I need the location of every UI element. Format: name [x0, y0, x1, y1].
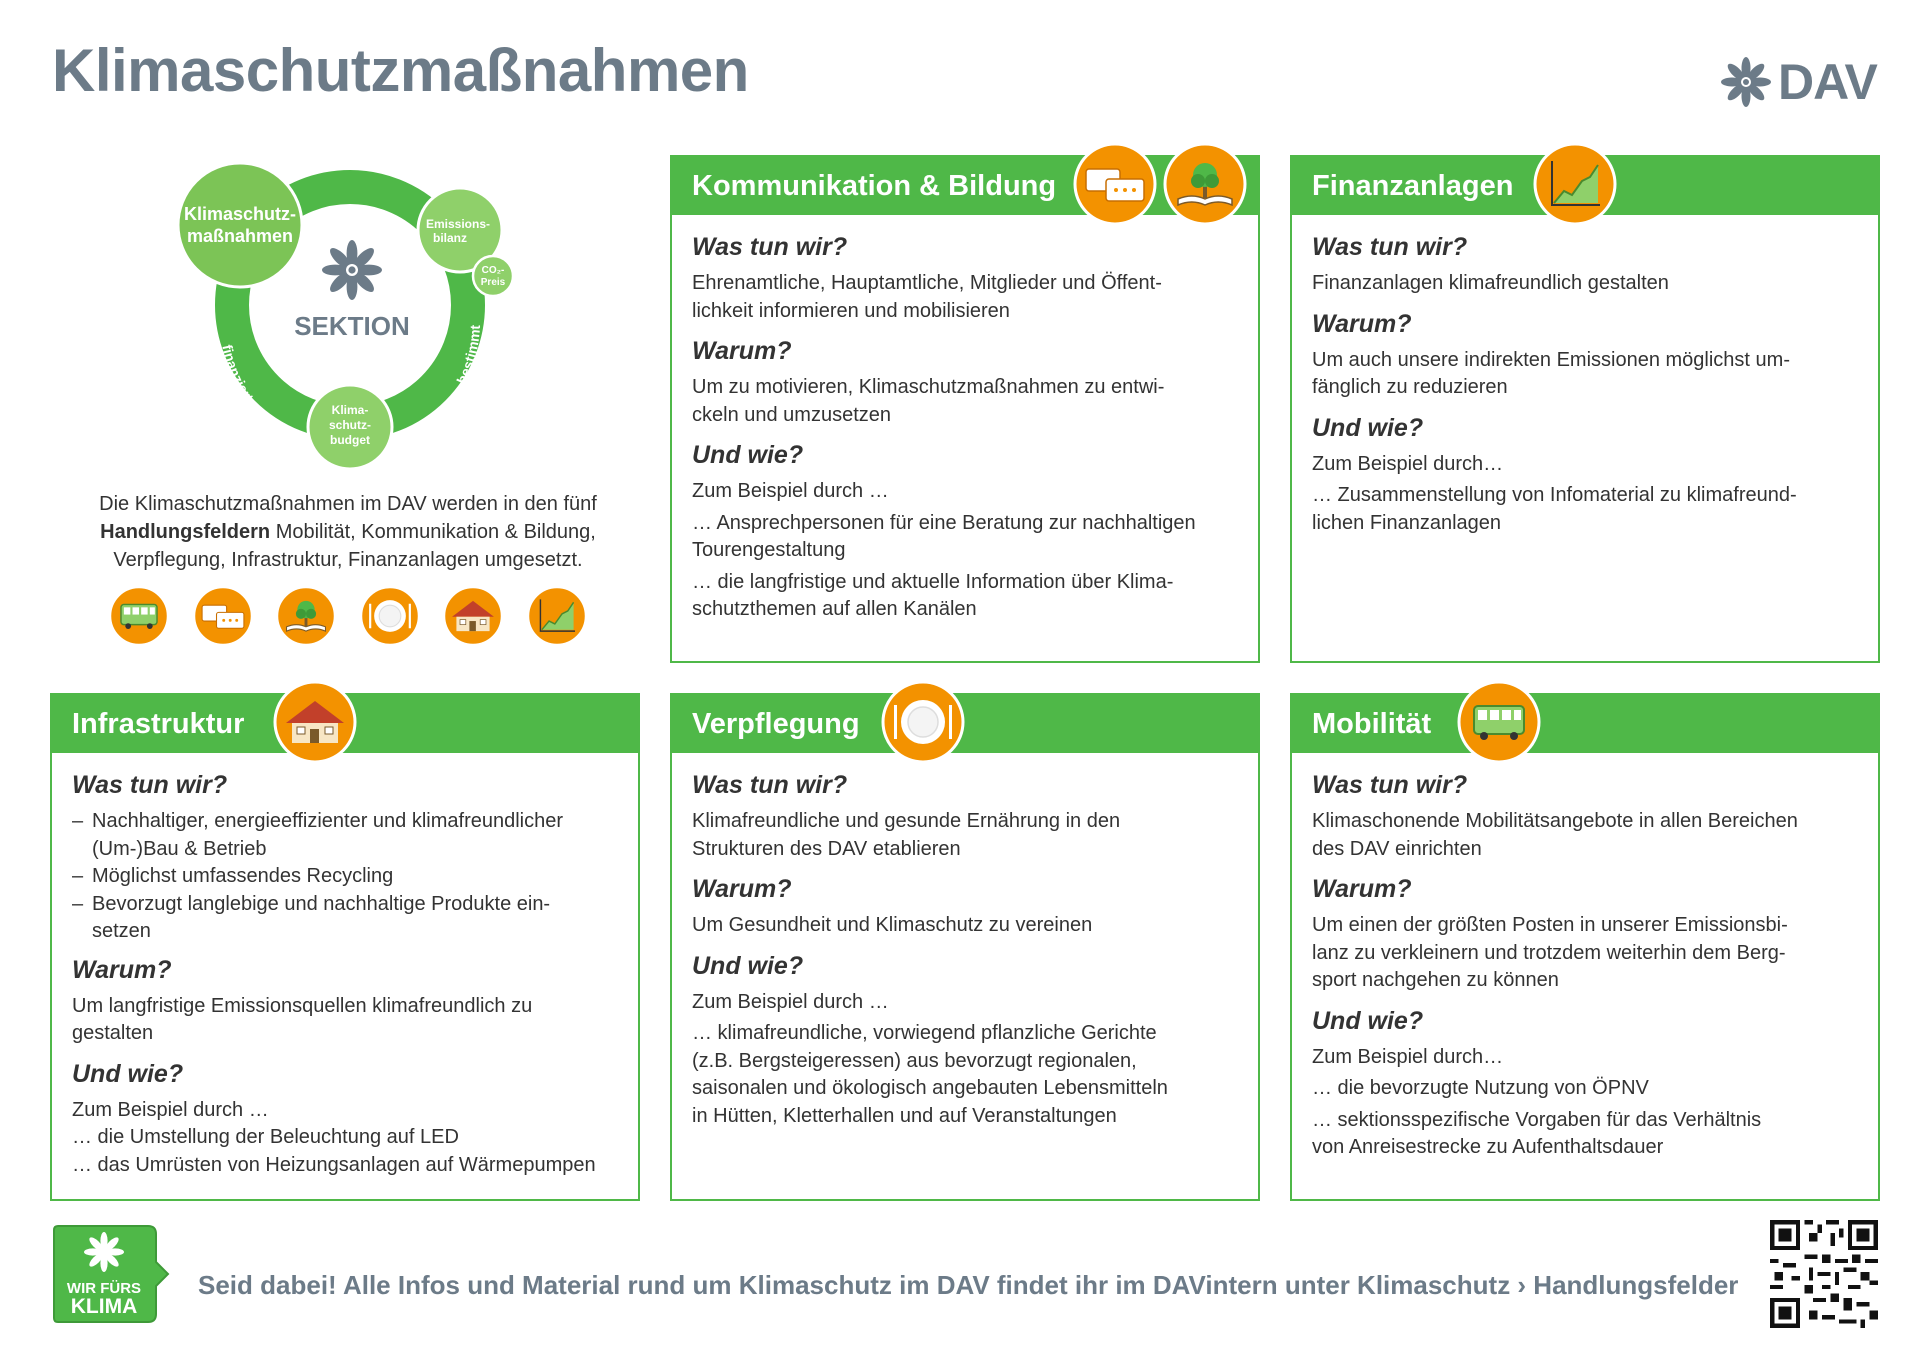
measure-list: [72, 808, 618, 946]
node-budget-line3: budget: [330, 433, 370, 447]
card-title: Kommunikation & Bildung: [692, 170, 1057, 202]
list-item-line: – Nachhaltiger, energieeffizienter und klimafreundlicher: [92, 810, 564, 832]
answer-line: lichen Finanzanlagen: [1312, 511, 1502, 534]
answer-line: schutzthemen auf allen Kanälen: [692, 598, 977, 620]
answer-line: Ehrenamtliche, Hauptamtliche, Mitglieder und Öffent-: [692, 272, 1162, 294]
edelweiss-icon: [84, 1232, 124, 1272]
chat-icon: [1072, 141, 1158, 227]
answer-line: … das Umrüsten von Heizungsanlagen auf Wärmepumpen: [72, 1153, 596, 1176]
plate-icon: [880, 679, 966, 765]
answer-line: Um langfristige Emissionsquellen klimafreundlich zu: [72, 994, 533, 1017]
answer-line: … sektionsspezifische Vorgaben für das Verhältnis: [1312, 1108, 1762, 1131]
dav-logo-text: DAV: [1778, 54, 1877, 110]
node-preis-line1: CO₂-: [481, 265, 505, 276]
intro-icon-row: [108, 585, 588, 649]
question-what: Was tun wir?: [1312, 233, 1468, 261]
qr-code[interactable]: [1770, 1220, 1878, 1328]
answer-line: Klimaschonende Mobilitätsangebote in allen Bereichen: [1312, 810, 1798, 832]
card-title: Finanzanlagen: [1312, 170, 1514, 202]
answer-line: … die bevorzugte Nutzung von ÖPNV: [1312, 1077, 1649, 1099]
question-how: Und wie?: [1312, 1006, 1424, 1035]
question-how: Und wie?: [692, 951, 804, 980]
answer-line: … Zusammenstellung von Infomaterial zu klimafreund-: [1312, 484, 1797, 506]
answer-line: Tourengestaltung: [692, 539, 846, 561]
edelweiss-icon: [322, 240, 382, 300]
answer-line: … Ansprechpersonen für eine Beratung zur nachhaltigen: [692, 511, 1196, 534]
intro-bold: Handlungsfeldern: [100, 521, 271, 543]
answer-line: in Hütten, Kletterhallen und auf Veranstaltungen: [692, 1104, 1117, 1127]
center-label-sektion: SEKTION: [294, 311, 410, 341]
bus-icon: [108, 585, 170, 647]
answer-line: Strukturen des DAV etablieren: [692, 837, 961, 860]
card-title: Infrastruktur: [72, 708, 245, 740]
answer-line: sport nachgehen zu können: [1312, 969, 1559, 991]
plate-icon: [359, 585, 421, 647]
card-title: Mobilität: [1312, 708, 1432, 740]
list-item-line: (Um-)Bau & Betrieb: [92, 837, 267, 860]
answer-line: fänglich zu reduzieren: [1312, 376, 1508, 398]
node-budget-line2: schutz-: [329, 418, 371, 432]
intro-line2: Mobilität, Kommunikation & Bildung,: [270, 521, 596, 543]
node-budget-line1: Klima-: [331, 403, 369, 417]
node-klimaschutzmassnahmen: [178, 163, 302, 287]
edelweiss-icon: [1718, 54, 1774, 110]
answer-line: lichkeit informieren und mobilisieren: [692, 299, 1010, 322]
bus-icon: [1456, 679, 1542, 765]
answer-line: Um zu motivieren, Klimaschutzmaßnahmen zu entwi-: [692, 376, 1165, 398]
question-what: Was tun wir?: [692, 771, 848, 799]
answer-line: ckeln und umzusetzen: [692, 403, 892, 426]
question-why: Warum?: [1312, 309, 1412, 338]
node-main-line2: maßnahmen: [186, 226, 294, 246]
answer-line: Zum Beispiel durch …: [72, 1098, 269, 1121]
answer-line: … klimafreundliche, vorwiegend pflanzliche Gerichte: [692, 1022, 1157, 1044]
badge-line2: KLIMA: [70, 1295, 138, 1318]
intro-line1: Die Klimaschutzmaßnahmen im DAV werden in den fünf: [99, 493, 597, 515]
intro-text: [58, 490, 638, 574]
question-why: Warum?: [72, 955, 172, 984]
chart-icon: [1532, 141, 1618, 227]
list-item-line: setzen: [92, 920, 151, 942]
footer-text: Seid dabei! Alle Infos und Material rund um Klimaschutz im DAV findet ihr im DAVintern unter Klimaschutz › Handlungsfelder: [198, 1270, 1739, 1300]
card-infrastruktur: [50, 693, 640, 1201]
list-item-line: – Möglichst umfassendes Recycling: [92, 865, 394, 887]
answer-line: von Anreisestrecke zu Aufenthaltsdauer: [1312, 1136, 1664, 1158]
house-icon: [272, 679, 358, 765]
page-title: Klimaschutzmaßnahmen: [52, 37, 749, 104]
answer-line: Finanzanlagen klimafreundlich gestalten: [1312, 272, 1669, 294]
dav-logo: [1718, 52, 1878, 112]
arc-label-reduzieren: reduzieren: [322, 148, 398, 177]
question-why: Warum?: [692, 337, 792, 365]
question-how: Und wie?: [692, 441, 804, 469]
answer-line: Zum Beispiel durch …: [692, 990, 889, 1013]
card-verpflegung: [670, 693, 1260, 1201]
card-finanzanlagen: [1290, 155, 1880, 663]
arc-label-finanziert: finanziert: [219, 343, 258, 405]
chart-icon: [526, 585, 588, 647]
answer-line: saisonalen und ökologisch angebauten Lebensmitteln: [692, 1077, 1168, 1099]
answer-line: … die Umstellung der Beleuchtung auf LED: [72, 1126, 459, 1148]
answer-line: Zum Beispiel durch…: [1312, 1045, 1504, 1068]
node-bilanz-line1: Emissions-: [425, 217, 491, 231]
card-title: Verpflegung: [692, 708, 860, 740]
question-what: Was tun wir?: [692, 233, 848, 261]
list-item: [72, 891, 618, 946]
answer-line: Zum Beispiel durch …: [692, 480, 889, 502]
answer-line: des DAV einrichten: [1312, 837, 1482, 860]
list-item: [72, 863, 618, 891]
house-icon: [442, 585, 504, 647]
question-how: Und wie?: [1312, 413, 1424, 442]
node-main-line1: Klimaschutz-: [183, 204, 297, 224]
card-mobilitaet: [1290, 693, 1880, 1201]
answer-line: Klimafreundliche und gesunde Ernährung in den: [692, 810, 1121, 832]
question-what: Was tun wir?: [72, 771, 228, 799]
node-bilanz-line2: bilanz: [432, 231, 468, 245]
book-tree-icon: [1162, 141, 1248, 227]
card-kommunikation: [670, 155, 1260, 663]
chat-icon: [192, 585, 254, 647]
question-why: Warum?: [692, 875, 792, 903]
badge-line1: WIR FÜRS: [66, 1280, 142, 1297]
node-preis-line2: Preis: [480, 277, 506, 288]
answer-line: Um Gesundheit und Klimaschutz zu vereinen: [692, 914, 1093, 936]
wir-fuers-klima-badge: [52, 1222, 170, 1326]
answer-line: Um einen der größten Posten in unserer Emissionsbi-: [1312, 914, 1788, 936]
answer-line: lanz zu verkleinern und trotzdem weiterhin dem Berg-: [1312, 941, 1786, 964]
answer-line: (z.B. Bergsteigeressen) aus bevorzugt regionalen,: [692, 1049, 1137, 1072]
list-item: [72, 808, 618, 863]
answer-line: gestalten: [72, 1022, 154, 1044]
answer-line: Zum Beispiel durch…: [1312, 452, 1504, 475]
list-item-line: – Bevorzugt langlebige und nachhaltige Produkte ein-: [92, 892, 551, 915]
book-tree-icon: [275, 585, 337, 647]
question-how: Und wie?: [72, 1059, 184, 1088]
cycle-diagram: [150, 140, 550, 470]
arc-label-bestimmt: bestimmt: [453, 324, 483, 387]
answer-line: … die langfristige und aktuelle Information über Klima-: [692, 570, 1174, 593]
question-why: Warum?: [1312, 875, 1412, 903]
intro-line3: Verpflegung, Infrastruktur, Finanzanlagen umgesetzt.: [113, 549, 583, 571]
answer-line: Um auch unsere indirekten Emissionen möglichst um-: [1312, 348, 1790, 371]
question-what: Was tun wir?: [1312, 771, 1468, 799]
node-co2-preis: [473, 256, 513, 296]
